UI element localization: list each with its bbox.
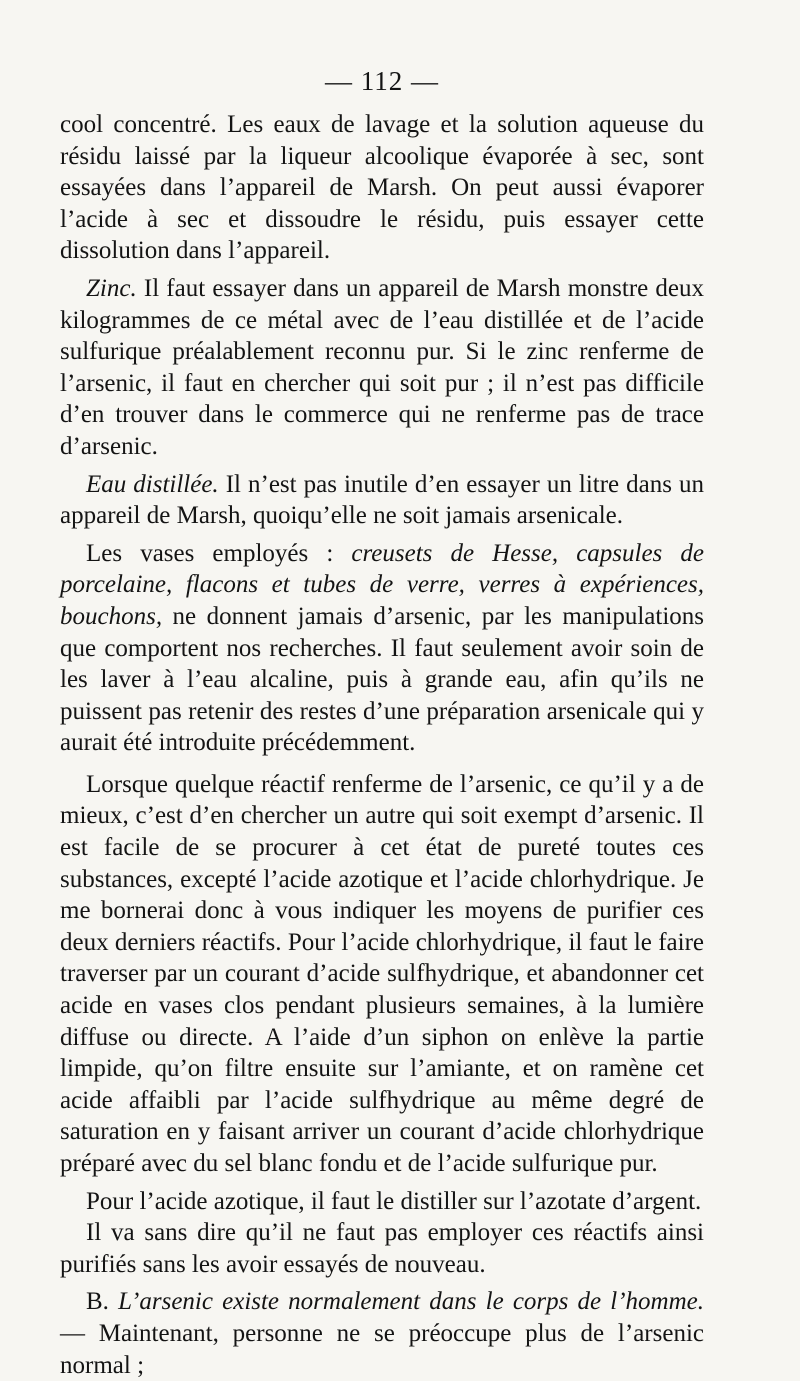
term-eau-distillee: Eau distillée. [86, 470, 219, 498]
paragraph-vases [60, 538, 704, 759]
page-number: — 112 — [325, 66, 439, 96]
section-b-text: — Maintenant, personne ne se préoccupe plus de l’arsenic normal ; [60, 1319, 704, 1379]
paragraph-1: cool concentré. Les eaux de lavage et la solution aqueuse du résidu laissé par la liqueur alcoolique évaporée à sec, sont essayées dans l’appareil de Marsh. On peut aussi évaporer l’acide à sec et dissoudre le résidu, puis essayer cette dissolution dans l’appareil. [60, 111, 704, 265]
vases-list: creusets de Hesse, capsules de porcelaine, flacons et tubes de verre, verres à expériences, bouchons, [60, 539, 704, 630]
body-text [60, 109, 704, 1381]
section-b-heading: L’arsenic existe normalement dans le corps de l’homme. [118, 1288, 704, 1316]
paragraph-zinc-text: Il faut essayer dans un appareil de Marsh monstre deux kilogrammes de ce métal avec de l’eau distillée et de l’acide sulfurique préalablement reconnu pur. Si le zinc renferme de l’arsenic, il faut en chercher qui soit pur ; il n’est pas difficile d’en trouver dans le commerce qui ne renferme pas de trace d’arsenic. [60, 274, 704, 460]
term-zinc: Zinc. [86, 274, 137, 302]
paragraph-vases-text: ne donnent jamais d’arsenic, par les manipulations que comportent nos recherches. Il faut seulement avoir soin de les laver à l’eau alcaline, puis à grande eau, afin qu’ils ne puissent pas retenir des restes d’une préparation arsenicale qui y aurait été introduite précédemment. [60, 602, 704, 757]
paragraph-vases-intro: Les vases employés : [86, 539, 352, 567]
paragraph-zinc [60, 273, 704, 463]
paragraph-eau-distillee-text: Il n’est pas inutile d’en essayer un litre dans un appareil de Marsh, quoiqu’elle ne soit jamais arsenicale. [60, 470, 704, 530]
section-b-label: B. [86, 1288, 119, 1316]
paragraph-essayes: Il va sans dire qu’il ne faut pas employer ces réactifs ainsi purifiés sans les avoir essayés de nouveau. [60, 1219, 704, 1278]
paragraph-reactifs: Lorsque quelque réactif renferme de l’arsenic, ce qu’il y a de mieux, c’est d’en chercher un autre qui soit exempt d’arsenic. Il est facile de se procurer à cet état de pureté toutes ces substances, excepté l’acide azotique et l’acide chlorhydrique. Je me bornerai donc à vous indiquer les moyens de purifier ces deux derniers réactifs. Pour l’acide chlorhydrique, il faut le faire traverser par un courant d’acide sulfhydrique, et abandonner cet acide en vases clos pendant plusieurs semaines, à la lumière diffuse ou directe. A l’aide d’un siphon on enlève la partie limpide, qu’on filtre ensuite sur l’amiante, et on ramène cet acide affaibli par l’acide sulfhydrique au même degré de saturation en y faisant arriver un courant d’acide chlorhydrique préparé avec du sel blanc fondu et de l’acide sulfurique pur. [60, 770, 704, 1177]
paragraph-acide-azotique: Pour l’acide azotique, il faut le distiller sur l’azotate d’argent. [86, 1187, 702, 1215]
paragraph-eau-distillee [60, 469, 704, 532]
section-b [60, 1286, 704, 1381]
